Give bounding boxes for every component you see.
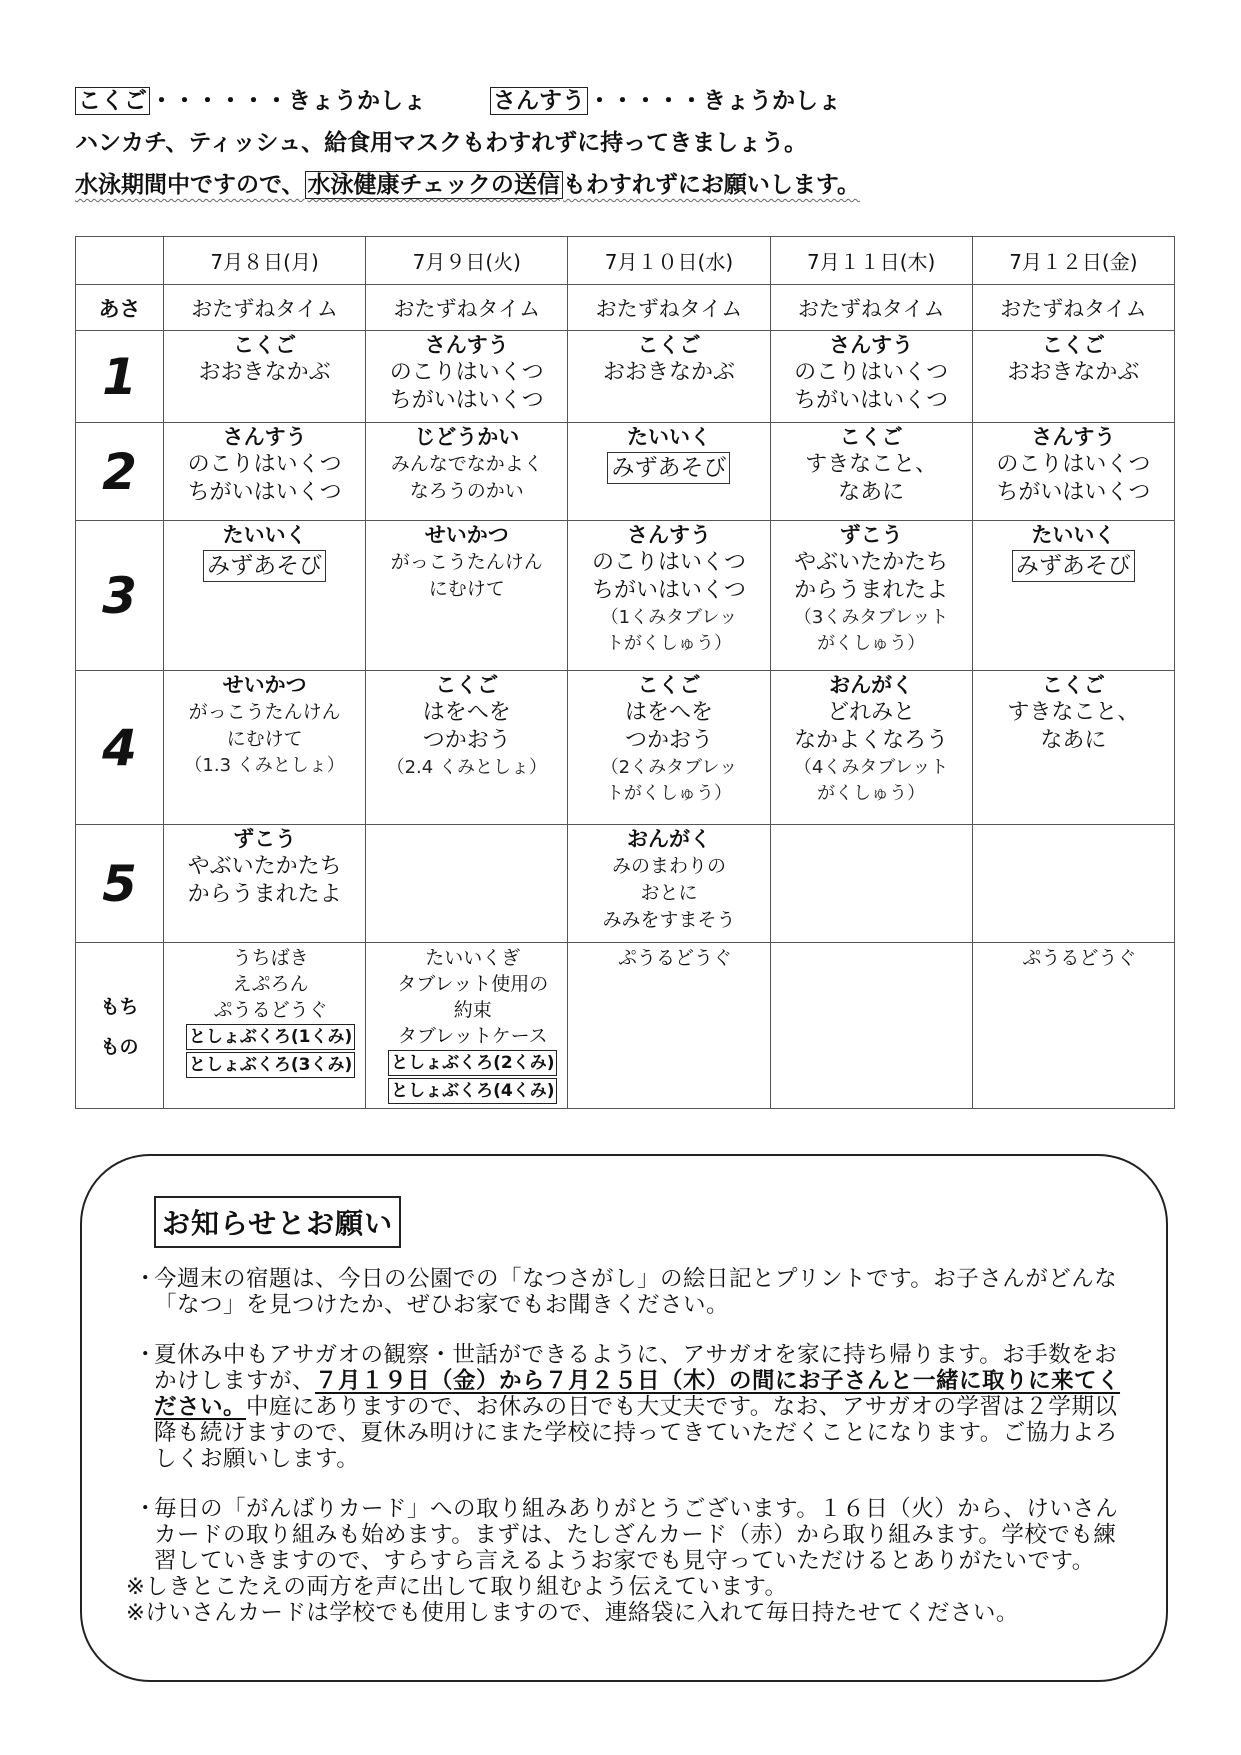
lesson-topic: ちがいはいくつ [591,578,746,603]
library-bag-item: としょぶくろ(1くみ) [186,1024,355,1050]
subject-name: さんすう [424,333,509,357]
lesson-topic: のこりはいくつ [996,452,1151,477]
lesson-topic: どれみと [827,700,916,725]
lesson-cell [568,331,770,423]
period-row-1 [76,331,1175,423]
morning-label: あさ [76,285,164,331]
period-number: 2 [76,423,164,521]
lesson-topic: なかよくなろう [794,728,949,753]
lesson-topic: はをへを [624,700,713,725]
notice-item-homework: ・ 今週末の宿題は、今日の公園での「なつさがし」の絵日記とプリントです。お子さんがどんな「なつ」を見つけたか、ぜひお家でもお聞きください。 [134,1266,1118,1318]
lesson-cell [366,331,568,423]
lesson-note: （3くみタブレット [793,607,949,628]
weekly-schedule-table [75,236,1175,1109]
belonging-item: ぷうるどうぐ [1022,947,1137,969]
lesson-note: がくしゅう） [817,633,926,654]
day-header: 7月８日(月) [164,237,366,285]
lesson-cell [770,671,972,825]
lesson-topic: がっこうたんけん [188,701,341,723]
lesson-cell [366,521,568,671]
lesson-cell [164,671,366,825]
sansu-label: さんすう [490,87,588,115]
lesson-note: がくしゅう） [817,783,926,804]
period-row-4 [76,671,1175,825]
subject-name: おんがく [626,827,711,851]
notice-title: お知らせとお願い [154,1196,401,1248]
lesson-note: （1.3 くみとしょ） [184,755,345,776]
belonging-item: えぷろん [232,973,309,995]
lesson-topic: やぶいたかたち [187,854,342,879]
notice-body [126,1266,1130,1626]
lesson-topic: なろうのかい [409,480,524,502]
lesson-topic: がっこうたんけん [390,551,543,573]
lesson-topic: みんなでなかよく [390,453,543,475]
lesson-note: トがくしゅう） [605,783,732,804]
lesson-cell [972,331,1174,423]
day-header-row [76,237,1175,285]
lesson-topic: のこりはいくつ [591,550,746,575]
morning-row [76,285,1175,331]
lesson-topic: なあに [838,480,905,505]
lesson-cell [164,331,366,423]
day-header: 7月９日(火) [366,237,568,285]
belongings-cell [770,943,972,1109]
period-number: 4 [76,671,164,825]
day-header: 7月１１日(木) [770,237,972,285]
belongings-label: もち もの [76,943,164,1109]
library-bag-item: としょぶくろ(4くみ) [388,1078,557,1104]
lesson-topic: からうまれたよ [187,882,342,907]
subject-name: さんすう [222,425,307,449]
lesson-topic-boxed: みずあそび [607,452,730,484]
swim-reminder: 水泳期間中ですので、 水泳健康チェックの送信 もわすれずにお願いします。 [75,172,861,198]
library-bag-item: としょぶくろ(2くみ) [388,1050,557,1076]
period-number: 1 [76,331,164,423]
lesson-note: （4くみタブレット [793,757,949,778]
kokugo-label: こくご [75,87,150,115]
subject-name: こくご [1041,673,1105,697]
period-row-5 [76,825,1175,943]
belongings-cell [164,943,366,1109]
header [75,80,1175,206]
lesson-cell [972,423,1174,521]
lesson-topic: ちがいはいくつ [187,480,342,505]
lesson-topic: ちがいはいくつ [996,480,1151,505]
subject-name: たいいく [222,523,307,547]
subject-name: たいいく [626,425,711,449]
morning-cell: おたずねタイム [164,285,366,331]
lesson-topic: おおきなかぶ [198,360,331,385]
period-row-2 [76,423,1175,521]
subject-name: こくご [435,673,499,697]
footnote: ※しきとこたえの両方を声に出して取り組むよう伝えています。 [126,1574,788,1600]
lesson-cell [972,825,1174,943]
subject-name: さんすう [626,523,711,547]
belongings-cell [568,943,770,1109]
lesson-topic: やぶいたかたち [794,550,949,575]
lesson-cell [568,423,770,521]
lesson-cell [770,825,972,943]
sansu-textbook: ・・・・・きょうかしょ [588,88,841,114]
day-header: 7月１０日(水) [568,237,770,285]
lesson-cell [568,671,770,825]
notice-item-asagao: ・ 夏休み中もアサガオの観察・世話ができるように、アサガオを家に持ち帰ります。お手数をおかけしますが、７月１９日（金）から７月２５日（木）の間にお子さんと一緒に取りに来てください。中庭にありますので、お休みの日でも大丈夫です。なお、アサガオの学習は２学期以降も続けますので、夏休み明けにまた学校に持ってきていただくことになります。ご協力よろしくお願いします。 [134,1342,1121,1472]
lesson-topic: はをへを [422,700,511,725]
notice-item-ganbari-card: ・ 毎日の「がんばりカード」への取り組みありがとうございます。１６日（火）から、けいさんカードの取り組みも始めます。まずは、たしざんカード（赤）から取り組みます。学校でも練習していきますので、すらすら言えるようお家でも見守っていただけるとありがたいです。 [134,1496,1119,1574]
subject-name: ずこう [233,827,297,851]
lesson-topic: にむけて [226,728,303,750]
lesson-note: （1くみタブレッ [600,607,738,628]
pickup-dates: ７月１９日（金）から７月２５日（木）の間にお子さんと一緒に取りに来てください。 [154,1368,1121,1420]
subject-name: こくご [233,333,297,357]
lesson-topic-boxed: みずあそび [203,550,326,582]
lesson-topic: つかおう [624,728,713,753]
lesson-cell [770,521,972,671]
kokugo-textbook: ・・・・・・きょうかしょ [150,88,426,114]
lesson-cell [972,671,1174,825]
belonging-item: ぷうるどうぐ [617,947,732,969]
subject-name: せいかつ [424,523,509,547]
belonging-item: タブレットケース [397,1025,548,1047]
swim-health-check: 水泳健康チェックの送信 [305,171,563,199]
subject-name: せいかつ [222,673,307,697]
lesson-cell [164,423,366,521]
footnote: ※けいさんカードは学校でも使用しますので、連絡袋に入れて毎日持たせてください。 [126,1600,1019,1626]
morning-cell: おたずねタイム [568,285,770,331]
period-row-3 [76,521,1175,671]
lesson-cell [770,331,972,423]
lesson-note: （2くみタブレッ [600,757,738,778]
lesson-cell [164,521,366,671]
lesson-topic: すきなこと、 [805,452,938,477]
subject-name: おんがく [829,673,914,697]
lesson-note: トがくしゅう） [605,633,732,654]
lesson-topic: みみをすまそう [602,909,736,931]
morning-cell: おたずねタイム [366,285,568,331]
subject-name: さんすう [1031,425,1116,449]
lesson-note: （2.4 くみとしょ） [386,757,547,778]
subject-name: こくご [637,673,701,697]
lesson-topic: すきなこと、 [1007,700,1140,725]
lesson-topic: からうまれたよ [794,578,949,603]
lesson-topic: おとに [640,882,698,904]
lesson-cell [164,825,366,943]
belongings-reminder: ハンカチ、ティッシュ、給食用マスクもわすれずに持ってきましょう。 [75,130,808,156]
subject-name: こくご [637,333,701,357]
lesson-cell [568,521,770,671]
lesson-cell [972,521,1174,671]
lesson-topic: ちがいはいくつ [389,388,544,413]
lesson-topic: みのまわりの [611,855,726,877]
belongings-cell [972,943,1174,1109]
subject-name: こくご [1041,333,1105,357]
belonging-item: うちばき [232,947,309,969]
lesson-topic-boxed: みずあそび [1012,550,1135,582]
belonging-item: ぷうるどうぐ [213,999,328,1021]
lesson-cell [770,423,972,521]
belonging-item: タブレット使用の [397,973,549,995]
lesson-topic: のこりはいくつ [187,452,342,477]
library-bag-item: としょぶくろ(3くみ) [186,1052,355,1078]
subject-name: こくご [839,425,903,449]
lesson-topic: のこりはいくつ [389,360,544,385]
belongings-row [76,943,1175,1109]
lesson-topic: にむけて [428,578,505,600]
lesson-topic: つかおう [422,728,511,753]
lesson-topic: ちがいはいくつ [794,388,949,413]
period-number: 3 [76,521,164,671]
lesson-topic: なあに [1040,728,1107,753]
belonging-item: 約束 [453,999,492,1021]
morning-cell: おたずねタイム [770,285,972,331]
lesson-topic: おおきなかぶ [1007,360,1140,385]
subject-name: たいいく [1031,523,1116,547]
subject-name: じどうかい [414,425,520,449]
lesson-topic: のこりはいくつ [794,360,949,385]
subject-name: ずこう [839,523,903,547]
lesson-topic: おおきなかぶ [602,360,735,385]
morning-cell: おたずねタイム [972,285,1174,331]
notice-box [80,1154,1168,1682]
belongings-cell [366,943,568,1109]
day-header: 7月１２日(金) [972,237,1174,285]
lesson-cell [568,825,770,943]
lesson-cell [366,825,568,943]
belonging-item: たいいくぎ [425,947,521,969]
lesson-cell [366,671,568,825]
subject-name: さんすう [829,333,914,357]
period-number: 5 [76,825,164,943]
lesson-cell [366,423,568,521]
textbook-line [75,80,1175,122]
